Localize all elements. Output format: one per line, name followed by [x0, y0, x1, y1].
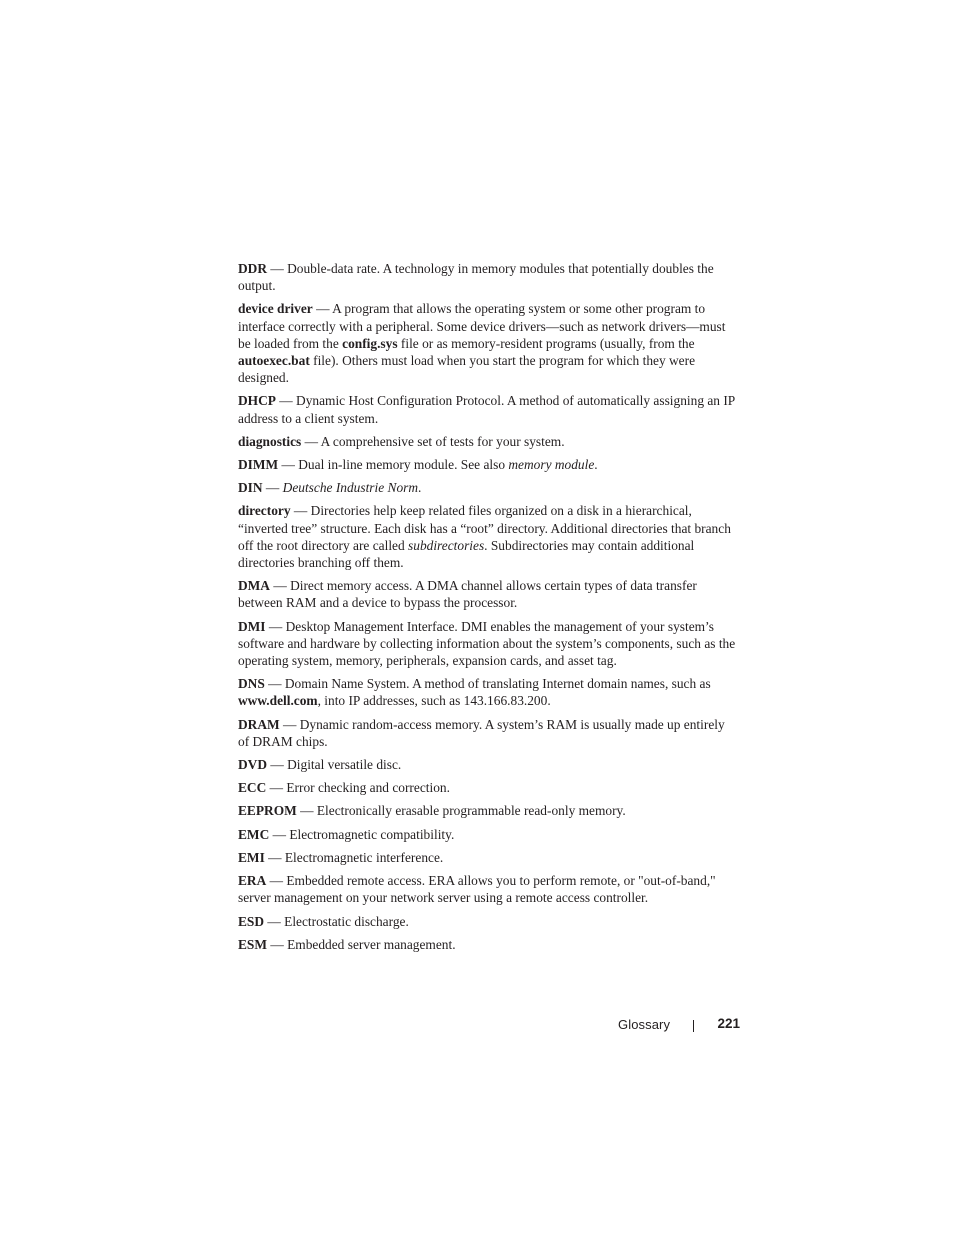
definition-text: , into IP addresses, such as 143.166.83.200. [317, 693, 551, 709]
italic-reference: subdirectories [408, 537, 485, 553]
definition-text: . [418, 480, 422, 496]
definition-text: — Embedded remote access. ERA allows you to perform remote, or "out-of-band," server management on your network server using a remote access controller. [238, 873, 716, 906]
glossary-entry [238, 456, 738, 473]
definition-text: — Embedded server management. [267, 936, 456, 952]
glossary-entry [238, 936, 738, 953]
glossary-entry [238, 716, 738, 750]
bold-reference: config.sys [342, 335, 398, 351]
glossary-entry [238, 756, 738, 773]
glossary-entry [238, 618, 738, 670]
glossary-entry [238, 392, 738, 426]
glossary-term: DDR [238, 261, 268, 276]
definition-text: — Dynamic random-access memory. A system’s RAM is usually made up entirely of DRAM chips. [238, 716, 725, 749]
page-number: 221 [717, 1016, 740, 1031]
page-footer [560, 1016, 740, 1036]
definition-text: — Dual in-line memory module. See also [278, 457, 509, 473]
definition-text: — Electromagnetic interference. [264, 849, 444, 865]
definition-text: — Electromagnetic compatibility. [269, 826, 455, 842]
glossary-entry [238, 913, 738, 930]
definition-text: — Desktop Management Interface. DMI enables the management of your system’s software and hardware by collecting information about the system’s components, such as the operating system, memory, peripherals, expansion cards, and asset tag. [238, 618, 736, 669]
definition-text: file or as memory-resident programs (usually, from the [397, 335, 695, 351]
glossary-entry [238, 502, 738, 571]
glossary-term: ERA [238, 873, 267, 889]
glossary-term: DIMM [238, 457, 279, 473]
definition-text: — Dynamic Host Configuration Protocol. A method of automatically assigning an IP address to a client system. [238, 393, 735, 426]
glossary-term: DNS [238, 676, 265, 692]
definition-text: file). Others must load when you start the program for which they were designed. [238, 353, 696, 386]
definition-text: — A comprehensive set of tests for your system. [301, 433, 565, 449]
definition-text: — [262, 480, 283, 496]
definition-text: — Double-data rate. A technology in memory modules that potentially doubles the output. [238, 261, 714, 294]
glossary-entry [238, 479, 738, 496]
definition-text: — A program that allows the operating system or some other program to interface correctly with a peripheral. Some device drivers—such as network drivers—must be loaded from the [238, 301, 726, 351]
glossary-term: ECC [238, 780, 267, 796]
bold-reference: autoexec.bat [238, 353, 310, 369]
footer-section-title: Glossary [618, 1017, 671, 1032]
glossary-term: ESD [238, 913, 265, 929]
definition-text: — Directories help keep related files organized on a disk in a hierarchical, “inverted tree” structure. Each disk has a “root” directory. Additional directories that branch off the root directory are called [238, 503, 731, 553]
glossary-term: DMA [238, 578, 270, 594]
glossary-entry [238, 260, 738, 294]
glossary-entries [238, 260, 738, 959]
glossary-entry [238, 675, 738, 709]
definition-text: — Digital versatile disc. [267, 757, 402, 773]
definition-text: — Direct memory access. A DMA channel allows certain types of data transfer between RAM and a device to bypass the processor. [238, 578, 697, 611]
definition-text: — Error checking and correction. [266, 780, 450, 796]
glossary-term: DVD [238, 757, 268, 773]
footer-separator [693, 1020, 694, 1032]
italic-reference: Deutsche Industrie Norm [282, 480, 419, 496]
glossary-term: EMC [238, 826, 270, 842]
definition-text: . [594, 457, 598, 473]
definition-text: . Subdirectories may contain additional directories branching off them. [238, 537, 695, 571]
italic-reference: memory module [508, 457, 595, 473]
glossary-entry [238, 577, 738, 611]
glossary-entry [238, 300, 738, 386]
glossary-entry [238, 872, 738, 906]
definition-text: — Electrostatic discharge. [264, 913, 409, 929]
glossary-term: diagnostics [238, 433, 302, 449]
glossary-term: DRAM [238, 716, 280, 732]
glossary-entry [238, 779, 738, 796]
glossary-entry [238, 433, 738, 450]
glossary-term: DHCP [238, 393, 276, 409]
definition-text: — Electronically erasable programmable read-only memory. [296, 803, 626, 819]
glossary-term: EMI [238, 849, 265, 865]
glossary-term: device driver [238, 301, 313, 317]
glossary-term: directory [238, 503, 291, 519]
glossary-term: DIN [238, 480, 263, 496]
glossary-term: EEPROM [238, 803, 297, 819]
bold-reference: www.dell.com [238, 693, 318, 709]
glossary-entry [238, 802, 738, 819]
glossary-entry [238, 849, 738, 866]
glossary-term: ESM [238, 936, 268, 952]
definition-text: — Domain Name System. A method of translating Internet domain names, such as [264, 676, 711, 692]
glossary-entry [238, 826, 738, 843]
glossary-term: DMI [238, 618, 266, 634]
